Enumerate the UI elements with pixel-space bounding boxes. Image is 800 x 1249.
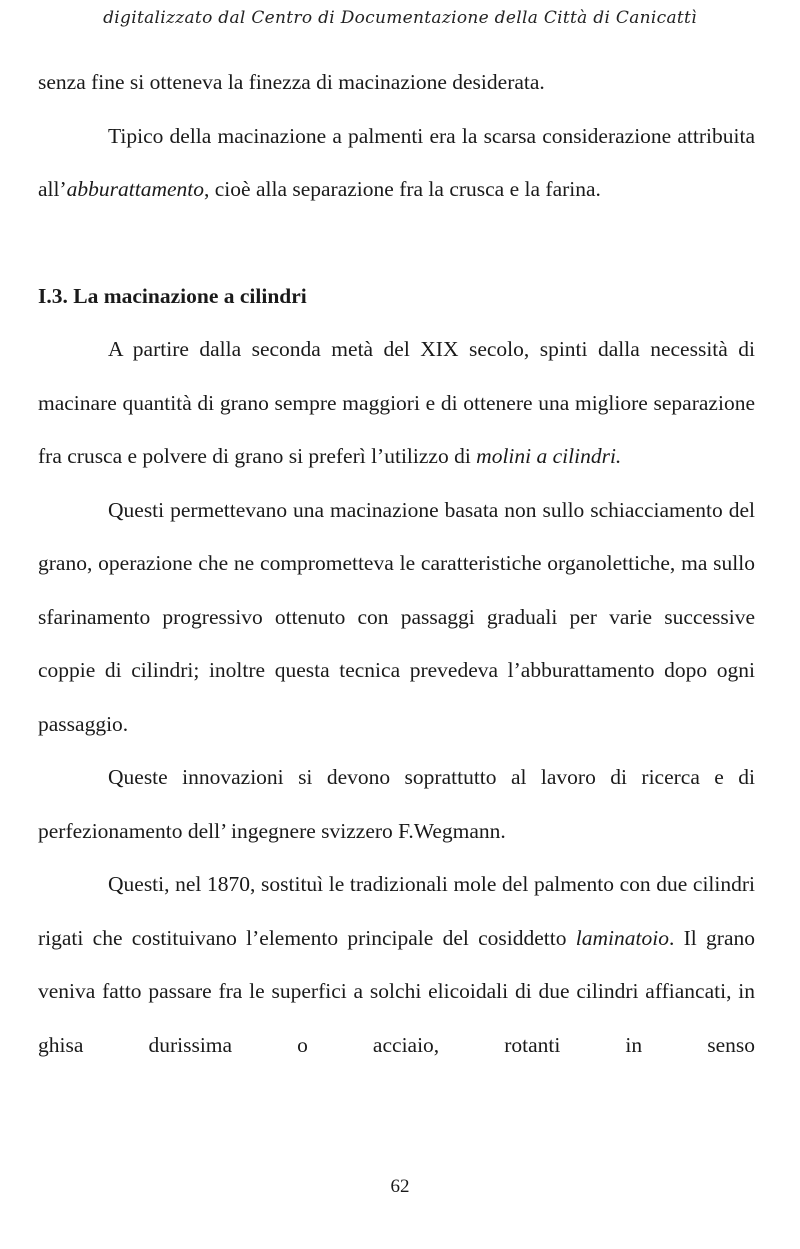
paragraph-wegmann: Queste innovazioni si devono soprattutto al lavoro di ricerca e di perfezionamento dell’ ingegnere svizzero F.Wegmann. [38, 765, 755, 843]
paragraph-text: , cioè alla separazione fra la crusca e la farina. [204, 177, 601, 201]
paragraph-continuation: senza fine si otteneva la finezza di macinazione desiderata. [38, 70, 545, 94]
paragraph-text: . Il grano veniva fatto passare fra le superfici a solchi elicoidali di due cilindri affiancati, in ghisa durissima o acciaio, rotanti in senso [38, 925, 755, 1057]
italic-term-molini: molini a cilindri. [476, 444, 622, 468]
paragraph-palmenti [38, 110, 755, 217]
italic-term-abburattamento: abburattamento [66, 177, 205, 201]
paragraph-text: A partire dalla seconda metà del XIX secolo, spinti dalla necessità di macinare quantità di grano sempre maggiori e di ottenere una migliore separazione fra crusca e polvere di grano si preferì l’utilizzo di [38, 337, 755, 468]
paragraph-laminatoio [38, 858, 755, 1072]
page-number: 62 [390, 1176, 410, 1197]
section-heading: I.3. La macinazione a cilindri [38, 283, 307, 308]
italic-term-laminatoio: laminatoio [575, 925, 669, 950]
section-spacer [38, 217, 755, 270]
paragraph-text: Tipico della macinazione a palmenti era la scarsa considerazione attribuita all’ [38, 123, 755, 201]
document-page [38, 56, 755, 1072]
paragraph-text: Questi, nel 1870, sostituì le tradizionali mole del palmento con due cilindri rigati che costituivano l’elemento principale del cosiddetto [38, 872, 755, 950]
paragraph-xix-century [38, 323, 755, 484]
digitization-watermark: digitalizzato dal Centro di Documentazione della Città di Canicattì [103, 8, 697, 28]
paragraph-questi-permettevano: Questi permettevano una macinazione basata non sullo schiacciamento del grano, operazione che ne comprometteva le caratteristiche organolettiche, ma sullo sfarinamento progressivo ottenuto con passaggi graduali per varie successive coppie di cilindri; inoltre questa tecnica prevedeva l’abburattamento dopo ogni passaggio. [38, 497, 755, 736]
